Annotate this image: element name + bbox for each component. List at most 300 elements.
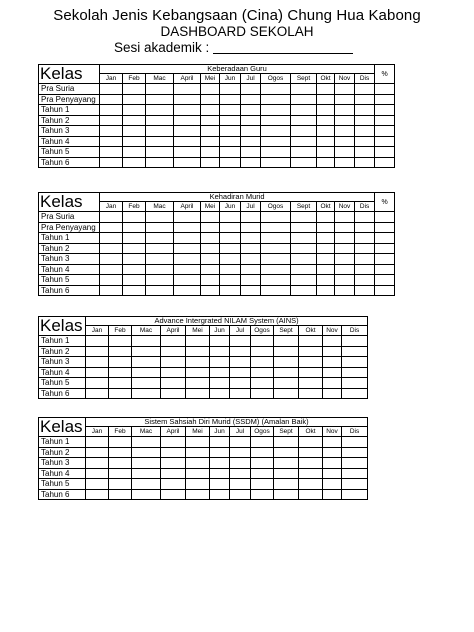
entry-cell[interactable] <box>335 84 355 95</box>
entry-cell[interactable] <box>146 243 174 254</box>
entry-cell[interactable] <box>251 437 274 448</box>
entry-cell[interactable] <box>274 437 299 448</box>
entry-cell[interactable] <box>323 479 342 490</box>
entry-cell[interactable] <box>109 479 132 490</box>
entry-cell[interactable] <box>274 367 299 378</box>
entry-cell[interactable] <box>299 437 323 448</box>
entry-cell[interactable] <box>317 233 335 244</box>
entry-cell[interactable] <box>186 489 210 500</box>
entry-cell[interactable] <box>261 84 291 95</box>
entry-cell[interactable] <box>100 84 123 95</box>
entry-cell[interactable] <box>220 115 241 126</box>
entry-cell[interactable] <box>261 147 291 158</box>
entry-cell[interactable] <box>274 357 299 368</box>
entry-cell[interactable] <box>123 264 146 275</box>
entry-cell[interactable] <box>342 479 368 490</box>
entry-cell[interactable] <box>146 115 174 126</box>
entry-cell[interactable] <box>123 84 146 95</box>
entry-cell[interactable] <box>355 105 375 116</box>
entry-cell[interactable] <box>317 243 335 254</box>
entry-cell[interactable] <box>291 212 317 223</box>
entry-cell[interactable] <box>123 105 146 116</box>
entry-cell[interactable] <box>146 126 174 137</box>
entry-cell[interactable] <box>132 388 161 399</box>
entry-cell[interactable] <box>261 94 291 105</box>
entry-cell[interactable] <box>274 489 299 500</box>
entry-cell[interactable] <box>132 367 161 378</box>
entry-cell[interactable] <box>146 222 174 233</box>
entry-cell[interactable] <box>132 378 161 389</box>
entry-cell[interactable] <box>355 136 375 147</box>
entry-cell[interactable] <box>342 388 368 399</box>
entry-cell[interactable] <box>274 378 299 389</box>
entry-cell[interactable] <box>109 336 132 347</box>
entry-cell[interactable] <box>323 458 342 469</box>
entry-cell[interactable] <box>100 157 123 168</box>
entry-cell[interactable] <box>274 336 299 347</box>
entry-cell[interactable] <box>317 222 335 233</box>
entry-cell[interactable] <box>186 447 210 458</box>
entry-cell[interactable] <box>323 388 342 399</box>
entry-cell[interactable] <box>335 243 355 254</box>
entry-cell[interactable] <box>132 489 161 500</box>
entry-cell[interactable] <box>241 243 261 254</box>
entry-cell[interactable] <box>220 285 241 296</box>
entry-cell[interactable] <box>174 115 201 126</box>
entry-cell[interactable] <box>230 388 251 399</box>
entry-cell[interactable] <box>201 254 220 265</box>
entry-cell[interactable] <box>375 147 395 158</box>
entry-cell[interactable] <box>146 94 174 105</box>
entry-cell[interactable] <box>342 437 368 448</box>
entry-cell[interactable] <box>241 285 261 296</box>
entry-cell[interactable] <box>146 212 174 223</box>
entry-cell[interactable] <box>210 468 230 479</box>
entry-cell[interactable] <box>335 115 355 126</box>
entry-cell[interactable] <box>323 336 342 347</box>
entry-cell[interactable] <box>100 147 123 158</box>
entry-cell[interactable] <box>355 212 375 223</box>
entry-cell[interactable] <box>123 94 146 105</box>
entry-cell[interactable] <box>161 468 186 479</box>
entry-cell[interactable] <box>335 264 355 275</box>
entry-cell[interactable] <box>86 479 109 490</box>
entry-cell[interactable] <box>323 437 342 448</box>
entry-cell[interactable] <box>146 136 174 147</box>
entry-cell[interactable] <box>317 84 335 95</box>
entry-cell[interactable] <box>323 489 342 500</box>
entry-cell[interactable] <box>186 357 210 368</box>
entry-cell[interactable] <box>274 447 299 458</box>
entry-cell[interactable] <box>261 233 291 244</box>
entry-cell[interactable] <box>375 115 395 126</box>
entry-cell[interactable] <box>100 94 123 105</box>
entry-cell[interactable] <box>132 458 161 469</box>
entry-cell[interactable] <box>123 285 146 296</box>
entry-cell[interactable] <box>186 437 210 448</box>
entry-cell[interactable] <box>317 157 335 168</box>
entry-cell[interactable] <box>291 147 317 158</box>
entry-cell[interactable] <box>299 468 323 479</box>
entry-cell[interactable] <box>161 367 186 378</box>
entry-cell[interactable] <box>375 105 395 116</box>
entry-cell[interactable] <box>230 489 251 500</box>
entry-cell[interactable] <box>201 147 220 158</box>
entry-cell[interactable] <box>161 357 186 368</box>
entry-cell[interactable] <box>132 468 161 479</box>
entry-cell[interactable] <box>109 346 132 357</box>
entry-cell[interactable] <box>201 136 220 147</box>
entry-cell[interactable] <box>335 212 355 223</box>
entry-cell[interactable] <box>241 157 261 168</box>
entry-cell[interactable] <box>210 489 230 500</box>
entry-cell[interactable] <box>174 84 201 95</box>
entry-cell[interactable] <box>317 285 335 296</box>
entry-cell[interactable] <box>174 147 201 158</box>
entry-cell[interactable] <box>251 458 274 469</box>
entry-cell[interactable] <box>355 115 375 126</box>
entry-cell[interactable] <box>100 222 123 233</box>
entry-cell[interactable] <box>201 243 220 254</box>
entry-cell[interactable] <box>241 105 261 116</box>
entry-cell[interactable] <box>230 479 251 490</box>
entry-cell[interactable] <box>230 378 251 389</box>
entry-cell[interactable] <box>323 357 342 368</box>
entry-cell[interactable] <box>291 254 317 265</box>
entry-cell[interactable] <box>261 275 291 286</box>
entry-cell[interactable] <box>220 157 241 168</box>
entry-cell[interactable] <box>375 254 395 265</box>
entry-cell[interactable] <box>291 94 317 105</box>
entry-cell[interactable] <box>109 489 132 500</box>
entry-cell[interactable] <box>317 212 335 223</box>
entry-cell[interactable] <box>261 222 291 233</box>
entry-cell[interactable] <box>146 233 174 244</box>
entry-cell[interactable] <box>230 458 251 469</box>
entry-cell[interactable] <box>186 378 210 389</box>
entry-cell[interactable] <box>291 84 317 95</box>
entry-cell[interactable] <box>109 357 132 368</box>
entry-cell[interactable] <box>123 212 146 223</box>
sesi-akademik-blank-line[interactable] <box>213 53 353 54</box>
entry-cell[interactable] <box>323 378 342 389</box>
entry-cell[interactable] <box>261 136 291 147</box>
entry-cell[interactable] <box>186 346 210 357</box>
entry-cell[interactable] <box>109 437 132 448</box>
entry-cell[interactable] <box>132 479 161 490</box>
entry-cell[interactable] <box>261 243 291 254</box>
entry-cell[interactable] <box>186 468 210 479</box>
entry-cell[interactable] <box>375 157 395 168</box>
entry-cell[interactable] <box>251 336 274 347</box>
entry-cell[interactable] <box>241 212 261 223</box>
entry-cell[interactable] <box>174 157 201 168</box>
entry-cell[interactable] <box>261 212 291 223</box>
entry-cell[interactable] <box>100 254 123 265</box>
entry-cell[interactable] <box>109 447 132 458</box>
entry-cell[interactable] <box>100 136 123 147</box>
entry-cell[interactable] <box>291 126 317 137</box>
entry-cell[interactable] <box>86 367 109 378</box>
entry-cell[interactable] <box>355 147 375 158</box>
entry-cell[interactable] <box>342 489 368 500</box>
entry-cell[interactable] <box>299 367 323 378</box>
entry-cell[interactable] <box>241 136 261 147</box>
entry-cell[interactable] <box>355 275 375 286</box>
entry-cell[interactable] <box>146 147 174 158</box>
entry-cell[interactable] <box>161 479 186 490</box>
entry-cell[interactable] <box>132 346 161 357</box>
entry-cell[interactable] <box>146 264 174 275</box>
entry-cell[interactable] <box>375 233 395 244</box>
entry-cell[interactable] <box>86 458 109 469</box>
entry-cell[interactable] <box>355 264 375 275</box>
entry-cell[interactable] <box>342 447 368 458</box>
entry-cell[interactable] <box>375 285 395 296</box>
entry-cell[interactable] <box>291 233 317 244</box>
entry-cell[interactable] <box>241 84 261 95</box>
entry-cell[interactable] <box>274 468 299 479</box>
entry-cell[interactable] <box>261 254 291 265</box>
entry-cell[interactable] <box>220 84 241 95</box>
entry-cell[interactable] <box>335 275 355 286</box>
entry-cell[interactable] <box>201 105 220 116</box>
entry-cell[interactable] <box>291 275 317 286</box>
entry-cell[interactable] <box>201 157 220 168</box>
entry-cell[interactable] <box>355 84 375 95</box>
entry-cell[interactable] <box>210 378 230 389</box>
entry-cell[interactable] <box>291 285 317 296</box>
entry-cell[interactable] <box>335 105 355 116</box>
entry-cell[interactable] <box>186 336 210 347</box>
entry-cell[interactable] <box>220 212 241 223</box>
entry-cell[interactable] <box>291 222 317 233</box>
entry-cell[interactable] <box>291 105 317 116</box>
entry-cell[interactable] <box>186 458 210 469</box>
entry-cell[interactable] <box>317 115 335 126</box>
entry-cell[interactable] <box>146 254 174 265</box>
entry-cell[interactable] <box>261 285 291 296</box>
entry-cell[interactable] <box>201 115 220 126</box>
entry-cell[interactable] <box>161 447 186 458</box>
entry-cell[interactable] <box>86 388 109 399</box>
entry-cell[interactable] <box>261 126 291 137</box>
entry-cell[interactable] <box>100 275 123 286</box>
entry-cell[interactable] <box>251 479 274 490</box>
entry-cell[interactable] <box>186 388 210 399</box>
entry-cell[interactable] <box>241 126 261 137</box>
entry-cell[interactable] <box>355 285 375 296</box>
entry-cell[interactable] <box>323 447 342 458</box>
entry-cell[interactable] <box>291 243 317 254</box>
entry-cell[interactable] <box>220 233 241 244</box>
entry-cell[interactable] <box>186 367 210 378</box>
entry-cell[interactable] <box>123 157 146 168</box>
entry-cell[interactable] <box>161 489 186 500</box>
entry-cell[interactable] <box>342 336 368 347</box>
entry-cell[interactable] <box>251 357 274 368</box>
entry-cell[interactable] <box>241 147 261 158</box>
entry-cell[interactable] <box>317 254 335 265</box>
entry-cell[interactable] <box>146 105 174 116</box>
entry-cell[interactable] <box>317 147 335 158</box>
entry-cell[interactable] <box>210 388 230 399</box>
entry-cell[interactable] <box>230 336 251 347</box>
entry-cell[interactable] <box>355 243 375 254</box>
entry-cell[interactable] <box>100 285 123 296</box>
entry-cell[interactable] <box>251 447 274 458</box>
entry-cell[interactable] <box>100 126 123 137</box>
entry-cell[interactable] <box>251 468 274 479</box>
entry-cell[interactable] <box>220 254 241 265</box>
entry-cell[interactable] <box>261 115 291 126</box>
entry-cell[interactable] <box>146 157 174 168</box>
entry-cell[interactable] <box>241 222 261 233</box>
entry-cell[interactable] <box>100 212 123 223</box>
entry-cell[interactable] <box>355 157 375 168</box>
entry-cell[interactable] <box>123 243 146 254</box>
entry-cell[interactable] <box>86 346 109 357</box>
entry-cell[interactable] <box>201 285 220 296</box>
entry-cell[interactable] <box>109 378 132 389</box>
entry-cell[interactable] <box>220 275 241 286</box>
entry-cell[interactable] <box>146 84 174 95</box>
entry-cell[interactable] <box>291 264 317 275</box>
entry-cell[interactable] <box>220 136 241 147</box>
entry-cell[interactable] <box>220 94 241 105</box>
entry-cell[interactable] <box>335 126 355 137</box>
entry-cell[interactable] <box>210 357 230 368</box>
entry-cell[interactable] <box>274 479 299 490</box>
entry-cell[interactable] <box>86 336 109 347</box>
entry-cell[interactable] <box>174 105 201 116</box>
entry-cell[interactable] <box>375 264 395 275</box>
entry-cell[interactable] <box>342 357 368 368</box>
entry-cell[interactable] <box>100 233 123 244</box>
entry-cell[interactable] <box>109 367 132 378</box>
entry-cell[interactable] <box>86 437 109 448</box>
entry-cell[interactable] <box>274 388 299 399</box>
entry-cell[interactable] <box>335 222 355 233</box>
entry-cell[interactable] <box>161 458 186 469</box>
entry-cell[interactable] <box>355 254 375 265</box>
entry-cell[interactable] <box>100 264 123 275</box>
entry-cell[interactable] <box>174 212 201 223</box>
entry-cell[interactable] <box>261 157 291 168</box>
entry-cell[interactable] <box>342 458 368 469</box>
entry-cell[interactable] <box>123 126 146 137</box>
entry-cell[interactable] <box>261 105 291 116</box>
entry-cell[interactable] <box>291 157 317 168</box>
entry-cell[interactable] <box>230 437 251 448</box>
entry-cell[interactable] <box>299 489 323 500</box>
entry-cell[interactable] <box>146 275 174 286</box>
entry-cell[interactable] <box>355 94 375 105</box>
entry-cell[interactable] <box>161 346 186 357</box>
entry-cell[interactable] <box>174 264 201 275</box>
entry-cell[interactable] <box>201 275 220 286</box>
entry-cell[interactable] <box>161 388 186 399</box>
entry-cell[interactable] <box>220 222 241 233</box>
entry-cell[interactable] <box>220 243 241 254</box>
entry-cell[interactable] <box>174 233 201 244</box>
entry-cell[interactable] <box>342 367 368 378</box>
entry-cell[interactable] <box>100 115 123 126</box>
entry-cell[interactable] <box>210 346 230 357</box>
entry-cell[interactable] <box>251 489 274 500</box>
entry-cell[interactable] <box>174 136 201 147</box>
entry-cell[interactable] <box>342 346 368 357</box>
entry-cell[interactable] <box>210 336 230 347</box>
entry-cell[interactable] <box>220 126 241 137</box>
entry-cell[interactable] <box>299 336 323 347</box>
entry-cell[interactable] <box>342 378 368 389</box>
entry-cell[interactable] <box>317 275 335 286</box>
entry-cell[interactable] <box>132 437 161 448</box>
entry-cell[interactable] <box>201 212 220 223</box>
entry-cell[interactable] <box>123 147 146 158</box>
entry-cell[interactable] <box>201 94 220 105</box>
entry-cell[interactable] <box>86 378 109 389</box>
entry-cell[interactable] <box>86 468 109 479</box>
entry-cell[interactable] <box>201 264 220 275</box>
entry-cell[interactable] <box>355 126 375 137</box>
entry-cell[interactable] <box>335 285 355 296</box>
entry-cell[interactable] <box>230 468 251 479</box>
entry-cell[interactable] <box>86 489 109 500</box>
entry-cell[interactable] <box>291 136 317 147</box>
entry-cell[interactable] <box>299 346 323 357</box>
entry-cell[interactable] <box>299 357 323 368</box>
entry-cell[interactable] <box>241 115 261 126</box>
entry-cell[interactable] <box>109 388 132 399</box>
entry-cell[interactable] <box>299 479 323 490</box>
entry-cell[interactable] <box>174 285 201 296</box>
entry-cell[interactable] <box>161 378 186 389</box>
entry-cell[interactable] <box>323 346 342 357</box>
entry-cell[interactable] <box>317 264 335 275</box>
entry-cell[interactable] <box>132 447 161 458</box>
entry-cell[interactable] <box>299 447 323 458</box>
entry-cell[interactable] <box>210 458 230 469</box>
entry-cell[interactable] <box>146 285 174 296</box>
entry-cell[interactable] <box>123 136 146 147</box>
entry-cell[interactable] <box>132 357 161 368</box>
entry-cell[interactable] <box>241 233 261 244</box>
entry-cell[interactable] <box>251 346 274 357</box>
entry-cell[interactable] <box>210 367 230 378</box>
entry-cell[interactable] <box>375 243 395 254</box>
entry-cell[interactable] <box>230 367 251 378</box>
entry-cell[interactable] <box>241 264 261 275</box>
entry-cell[interactable] <box>241 275 261 286</box>
entry-cell[interactable] <box>261 264 291 275</box>
entry-cell[interactable] <box>241 94 261 105</box>
entry-cell[interactable] <box>323 367 342 378</box>
entry-cell[interactable] <box>317 94 335 105</box>
entry-cell[interactable] <box>335 233 355 244</box>
entry-cell[interactable] <box>174 126 201 137</box>
entry-cell[interactable] <box>251 388 274 399</box>
entry-cell[interactable] <box>335 254 355 265</box>
entry-cell[interactable] <box>220 264 241 275</box>
entry-cell[interactable] <box>299 458 323 469</box>
entry-cell[interactable] <box>132 336 161 347</box>
entry-cell[interactable] <box>174 222 201 233</box>
entry-cell[interactable] <box>230 346 251 357</box>
entry-cell[interactable] <box>317 126 335 137</box>
entry-cell[interactable] <box>210 447 230 458</box>
